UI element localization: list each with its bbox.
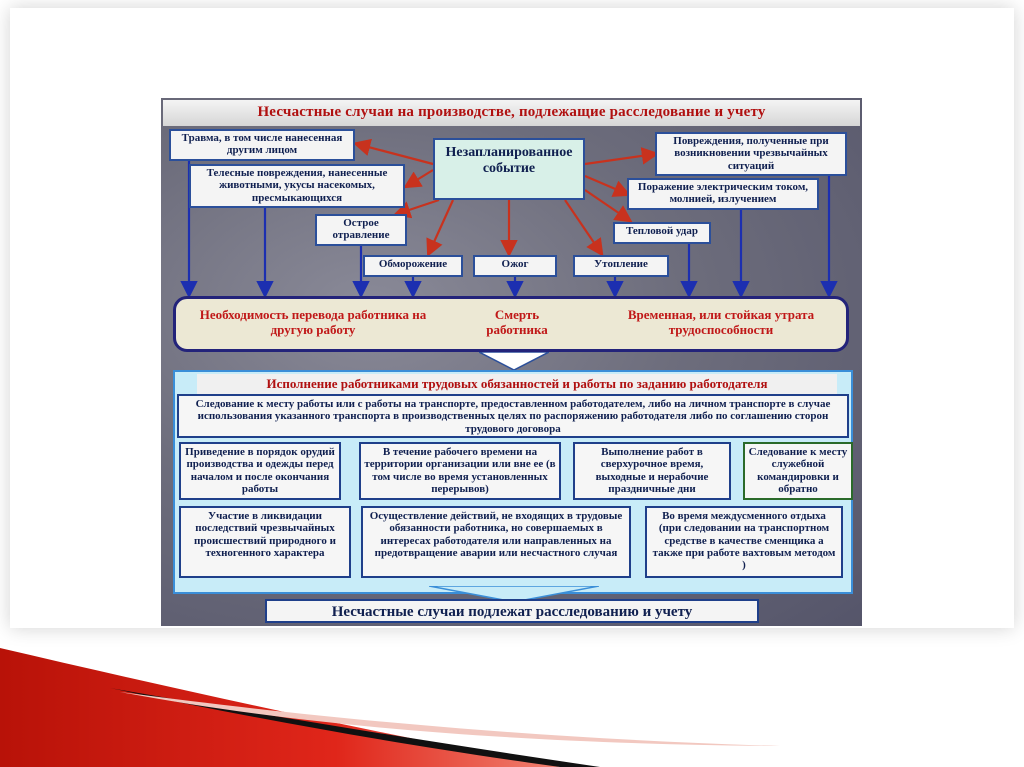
- arrow-to-fainting: [429, 200, 453, 253]
- condition-rest: Во время междусменного отдыха (при следовании на транспортном средстве в качестве сменщика а также при работе вахтовым методом ): [645, 506, 843, 578]
- down-arrow-main: [479, 352, 549, 372]
- event-burn: Ожог: [473, 255, 557, 277]
- event-electric: Поражение электрическим током, молнией, излучением: [627, 178, 819, 210]
- event-poisoning: Острое отравление: [315, 214, 407, 246]
- conclusion: Несчастные случаи подлежат расследованию и учету: [265, 599, 759, 623]
- conditions-title: Исполнение работниками трудовых обязанностей и работы по заданию работодателя: [197, 374, 837, 394]
- arrow-to-heatstroke: [585, 190, 629, 220]
- event-trauma: Травма, в том числе нанесенная другим лицом: [169, 129, 355, 161]
- event-drowning: Утопление: [573, 255, 669, 277]
- diagram-title: Несчастные случаи на производстве, подлежащие расследование и учету: [163, 100, 860, 126]
- event-animals: Телесные повреждения, нанесенные животными, укусы насекомых, пресмыкающихся: [189, 164, 405, 208]
- event-fainting: Обморожение: [363, 255, 463, 277]
- condition-overtime: Выполнение работ в сверхурочное время, выходные и нерабочие праздничные дни: [573, 442, 731, 500]
- arrow-to-animals: [407, 170, 433, 186]
- arrow-to-trauma: [357, 144, 433, 164]
- condition-preparation: Приведение в порядок орудий производства и одежды перед началом и после окончания работы: [179, 442, 341, 500]
- event-center: Незапланированное событие: [433, 138, 585, 200]
- consequence-death: Смерть работника: [469, 303, 565, 343]
- condition-working-time: В течение рабочего времени на территории организации или вне ее (в том числе во время установленных перерывов): [359, 442, 561, 500]
- arrow-to-electric: [585, 176, 627, 194]
- condition-commute: Следование к месту работы или с работы на транспорте, предоставленном работодателем, либо на личном транспорте в случае использования указанного транспорта в производственных целях по распоряжению работодателя либо по соглашению сторон трудового договора: [177, 394, 849, 438]
- consequence-disability: Временная, или стойкая утрата трудоспособности: [617, 303, 825, 343]
- consequence-transfer: Необходимость перевода работника на другую работу: [197, 303, 429, 343]
- condition-interests: Осуществление действий, не входящих в трудовые обязанности работника, но совершаемых в интересах работодателя или направленных на предотвращение аварии или несчастного случая: [361, 506, 631, 578]
- diagram-panel: [161, 98, 862, 626]
- arrow-to-emergency: [585, 154, 655, 164]
- arrow-to-drowning: [565, 200, 601, 253]
- condition-disaster: Участие в ликвидации последствий чрезвычайных происшествий природного и техногенного характера: [179, 506, 351, 578]
- condition-business-trip: Следование к месту служебной командировки и обратно: [743, 442, 853, 500]
- event-heatstroke: Тепловой удар: [613, 222, 711, 244]
- event-emergency: Повреждения, полученные при возникновении чрезвычайных ситуаций: [655, 132, 847, 176]
